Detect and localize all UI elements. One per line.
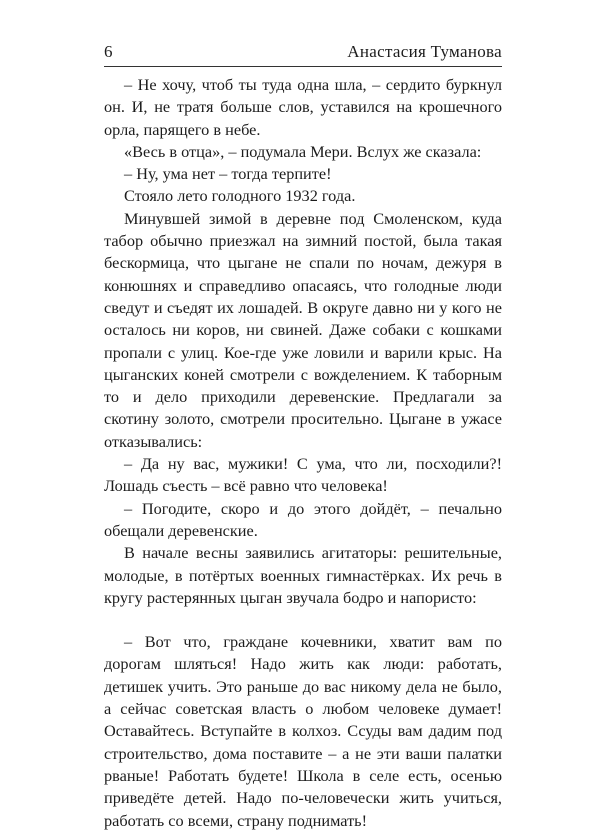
page-number: 6 (104, 42, 113, 61)
paragraph: «Весь в отца», – подумала Мери. Вслух же сказала: (124, 141, 482, 161)
paragraph: Минувшей зимой в деревне под Смоленском, куда табор обычно приезжал на зимний постой, была такая бескормица, что цыгане не спали по ночам, дежуря в конюшнях и справедливо опасаясь, что голодные люди сведут и съедят их лошадей. В округе давно ни у кого не осталось ни коров, ни свиней. Даже собаки с кошками пропали с улиц. Кое-где уже ловили и варили крыс. На цыганских коней смотрели с вожделением. К таборным то и дело приходили деревенские. Предлагали за скотину золото, смотрели просительно. Цыгане в ужасе отказывались: (104, 208, 502, 451)
paragraph: – Вот что, граждане кочевники, хватит вам по дорогам шляться! Надо жить как люди: работать, детишек учить. Это раньше до вас никому дела не было, а сейчас советская власть о любом человеке думает! Оставайтесь. Вступайте в колхоз. Ссуды вам дадим под строительство, дома поставите – а не эти ваши палатки рваные! Работать будете! Школа в селе есть, осенью приведёте детей. Надо по-человечески жить учиться, работать со всеми, страну поднимать! (104, 632, 502, 830)
paragraph: – Не хочу, чтоб ты туда одна шла, – сердито буркнул он. И, не тратя больше слов, уставился на крошечного орла, парящего в небе. (104, 75, 502, 139)
running-title: Анастасия Туманова (347, 42, 502, 61)
paragraph: – Погодите, скоро и до этого дойдёт, – печально обещали деревенские. (104, 498, 502, 540)
page-header (104, 38, 502, 67)
paragraph: – Ну, ума нет – тогда терпите! (124, 164, 332, 184)
paragraph: Стояло лето голодного 1932 года. (124, 186, 356, 206)
paragraph: – Да ну вас, мужики! С ума, что ли, посходили?! Лошадь съесть – всё равно что человека! (104, 454, 502, 496)
body-text (104, 74, 502, 832)
paragraph: В начале весны заявились агитаторы: решительные, молодые, в потёртых военных гимнастёрках. Их речь в кругу растерянных цыган звучала бодро и напористо: (104, 543, 502, 607)
